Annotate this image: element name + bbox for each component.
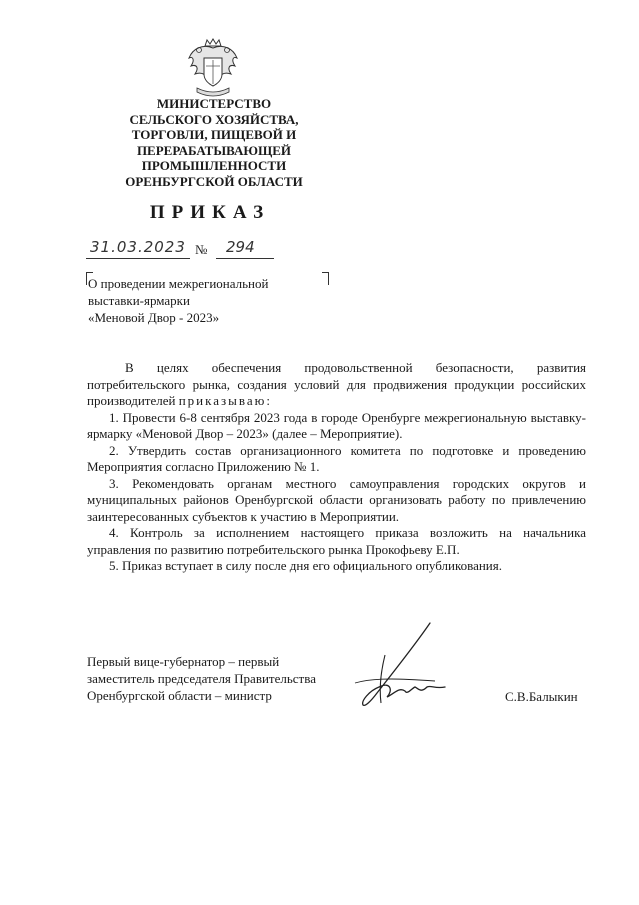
handwritten-signature <box>335 615 475 725</box>
number-sign: № <box>195 242 208 257</box>
ministry-name <box>108 96 320 189</box>
subject-corner-right <box>322 272 329 285</box>
order-body <box>87 360 586 575</box>
order-subject <box>88 275 268 326</box>
position-line: Оренбургской области – министр <box>87 688 272 703</box>
ministry-line: ПРОМЫШЛЕННОСТИ <box>141 158 287 173</box>
order-date: 31.03.2023 <box>90 238 186 256</box>
order-number: 294 <box>226 238 255 256</box>
ministry-line: ТОРГОВЛИ, ПИЩЕВОЙ И <box>131 127 297 142</box>
number-underline <box>216 258 274 259</box>
order-item: 1. Провести 6-8 сентября 2023 года в городе Оренбурге межрегиональную выставку-ярмарку «Меновой Двор – 2023» (далее – Мероприятие). <box>87 409 586 441</box>
signer-position <box>87 653 316 704</box>
position-line: заместитель председателя Правительства <box>87 671 316 686</box>
date-underline <box>86 258 190 259</box>
order-word: приказываю: <box>178 393 272 408</box>
coat-of-arms-icon <box>185 38 241 100</box>
ministry-line: МИНИСТЕРСТВО <box>156 96 272 111</box>
ministry-line: ПЕРЕРАБАТЫВАЮЩЕЙ <box>136 142 292 158</box>
ministry-line: ОРЕНБУРГСКОЙ ОБЛАСТИ <box>125 173 303 189</box>
signer-name: С.В.Балыкин <box>505 689 578 704</box>
order-item: 5. Приказ вступает в силу после дня его официального опубликования. <box>109 558 502 573</box>
ministry-line: СЕЛЬСКОГО ХОЗЯЙСТВА, <box>129 111 299 127</box>
order-item: 3. Рекомендовать органам местного самоуправления городских округов и муниципальных районов Оренбургской области организовать работу по привлечению заинтересованных субъектов к участию в Мероприятии. <box>87 475 586 524</box>
subject-line: выставки-ярмарки <box>88 293 190 308</box>
preamble-text: В целях обеспечения продовольственной безопасности, развития потребительского рынка, создания условий для продвижения продукции российских производителей <box>87 360 586 408</box>
order-item: 2. Утвердить состав организационного комитета по подготовке и проведению Мероприятия согласно Приложению № 1. <box>87 442 586 474</box>
position-line: Первый вице-губернатор – первый <box>87 654 280 669</box>
preamble-paragraph <box>87 360 586 410</box>
subject-line: «Меновой Двор - 2023» <box>88 310 220 325</box>
document-type-heading: ПРИКАЗ <box>149 202 271 223</box>
order-item: 4. Контроль за исполнением настоящего приказа возложить на начальника управления по развитию потребительского рынка Прокофьеву Е.П. <box>87 525 586 557</box>
registration-line <box>86 238 276 262</box>
subject-line: О проведении межрегиональной <box>88 276 269 291</box>
